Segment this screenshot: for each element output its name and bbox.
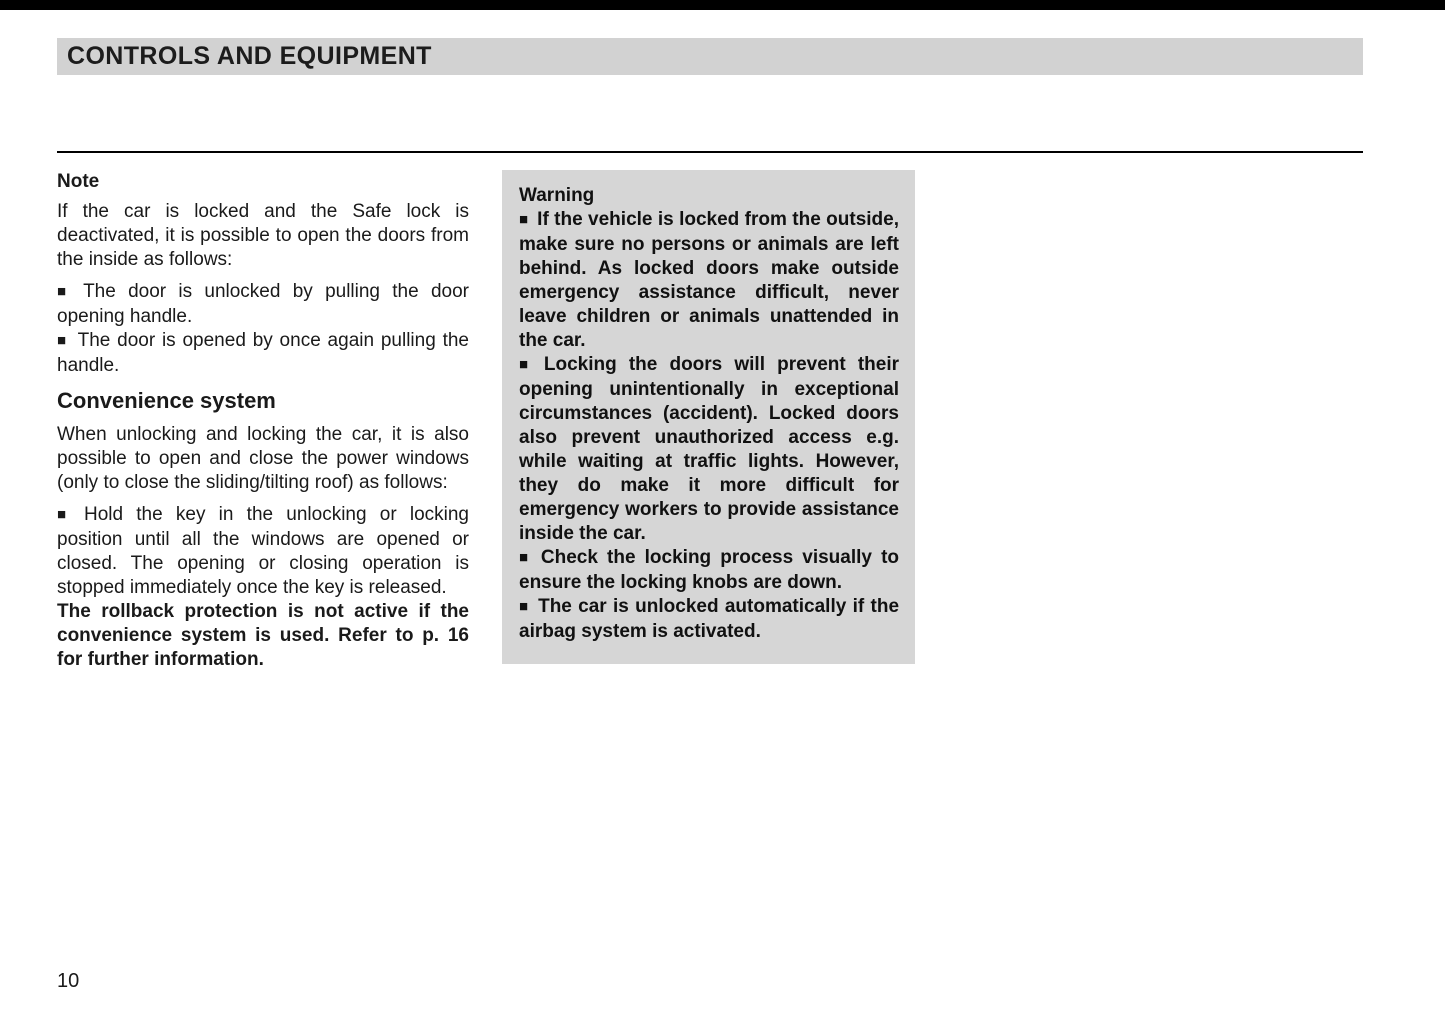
bullet-square-icon: ■ [57,283,74,300]
warning-item-text: The car is unlocked automatically if the airbag system is activated. [519,596,900,642]
top-edge-bar [0,0,1445,10]
chapter-title: CONTROLS AND EQUIPMENT [67,42,432,70]
convenience-system-heading: Convenience system [57,388,276,413]
list-item [57,329,469,378]
list-item-text: The door is opened by once again pulling the handle. [57,330,469,376]
header-rule [57,151,1363,153]
list-item-text: The door is unlocked by pulling the door opening handle. [57,281,469,327]
note-heading: Note [57,171,100,192]
note-paragraph: If the car is locked and the Safe lock is deactivated, it is possible to open the doors from the inside as follows: [57,201,469,270]
note-bullet-list [57,280,469,378]
list-item-text: Hold the key in the unlocking or locking position until all the windows are opened or closed. The opening or closing operation is stopped immediately once the key is released. [57,504,470,598]
warning-box [502,170,915,664]
bullet-square-icon: ■ [57,332,68,349]
page-content [57,170,915,672]
warning-item-text: Locking the doors will prevent their opening unintentionally in exceptional circumstances (accident). Locked doors also prevent unauthorized access e.g. while waiting at traffic lights. However, they do make it more difficult for emergency workers to provide assistance inside the car. [519,354,900,544]
rollback-protection-note: The rollback protection is not active if the convenience system is used. Refer to p. 16 for further information. [57,601,469,670]
convenience-paragraph: When unlocking and locking the car, it is also possible to open and close the power windows (only to close the sliding/tilting roof) as follows: [57,424,469,493]
bullet-square-icon: ■ [519,598,530,615]
warning-item [519,353,899,546]
warning-item-text: If the vehicle is locked from the outside, make sure no persons or animals are left behind. As locked doors make outside emergency assistance difficult, never leave children or animals unattended in the car. [519,209,899,351]
bullet-square-icon: ■ [57,506,74,523]
list-item [57,503,469,600]
warning-item [519,546,899,595]
warning-item [519,208,899,353]
warning-item [519,595,899,644]
chapter-header-bar [57,38,1363,75]
bullet-square-icon: ■ [519,356,535,373]
left-column [57,170,469,672]
warning-item-text: Check the locking process visually to ensure the locking knobs are down. [519,547,900,593]
warning-heading: Warning [519,185,595,206]
page-number: 10 [57,970,80,992]
bullet-square-icon: ■ [519,211,529,228]
list-item [57,280,469,329]
bullet-square-icon: ■ [519,549,532,566]
